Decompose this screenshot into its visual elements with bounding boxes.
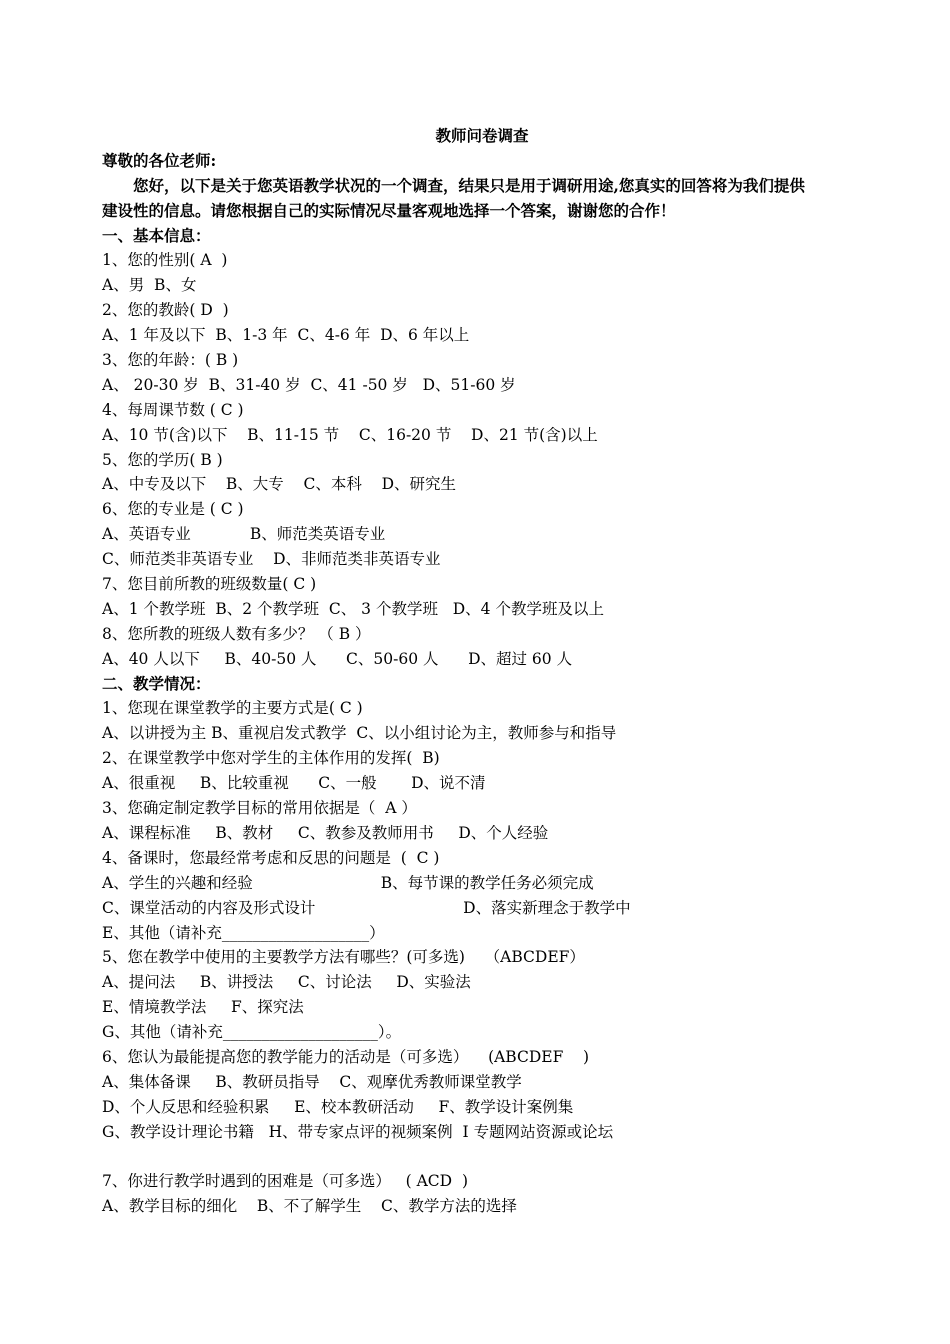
- option-line: A、1 年及以下 B、1-3 年 C、4-6 年 D、6 年以上: [102, 326, 470, 345]
- page-title: 教师问卷调查: [435, 126, 529, 145]
- intro-line: 您好，以下是关于您英语教学状况的一个调查，结果只是用于调研用途,您真实的回答将为我们提供: [133, 175, 805, 195]
- intro-line: 建设性的信息。请您根据自己的实际情况尽量客观地选择一个答案，谢谢您的合作！: [102, 200, 676, 220]
- option-line: A、男 B、女: [102, 276, 197, 295]
- question-line: 5、您的学历( B ): [102, 450, 223, 469]
- option-line: G、其他（请补充____________________）。: [102, 1023, 402, 1042]
- question-line: 5、您在教学中使用的主要教学方法有哪些？(可多选) （ABCDEF）: [102, 948, 585, 967]
- option-line: A、教学目标的细化 B、不了解学生 C、教学方法的选择: [102, 1197, 517, 1216]
- questionnaire-body: [102, 124, 862, 1219]
- question-line: 2、您的教龄( D ): [102, 301, 229, 320]
- question-line: 2、在课堂教学中您对学生的主体作用的发挥( B): [102, 749, 440, 768]
- option-line: A、中专及以下 B、大专 C、本科 D、研究生: [102, 475, 456, 494]
- question-line: 4、备课时，您最经常考虑和反思的问题是 ( C ): [102, 848, 440, 867]
- section-heading-basic-info: 一、基本信息：: [102, 225, 211, 245]
- option-line: C、师范类非英语专业 D、非师范类非英语专业: [102, 550, 441, 569]
- section-heading-teaching: 二、教学情况：: [102, 673, 211, 693]
- option-line: A、学生的兴趣和经验 B、每节课的教学任务必须完成: [102, 873, 594, 892]
- option-line: A、10 节(含)以下 B、11-15 节 C、16-20 节 D、21 节(含)以上: [102, 425, 598, 444]
- question-line: 7、您目前所教的班级数量( C ): [102, 575, 317, 594]
- question-line: 6、您的专业是 ( C ): [102, 500, 244, 519]
- question-line: 1、您的性别( A ): [102, 251, 228, 270]
- option-line: D、个人反思和经验积累 E、校本教研活动 F、教学设计案例集: [102, 1097, 574, 1116]
- option-line: G、教学设计理论书籍 H、带专家点评的视频案例 I 专题网站资源或论坛: [102, 1122, 614, 1141]
- question-line: 6、您认为最能提高您的教学能力的活动是（可多选） (ABCDEF ): [102, 1047, 590, 1066]
- question-line: 3、您确定制定教学目标的常用依据是（ A ）: [102, 799, 417, 818]
- question-line: 1、您现在课堂教学的主要方式是( C ): [102, 699, 363, 718]
- question-line: 4、每周课节数 ( C ): [102, 400, 244, 419]
- option-line: E、情境教学法 F、探究法: [102, 998, 304, 1017]
- question-line: 3、您的年龄：( B ): [102, 351, 239, 370]
- question-line: 8、您所教的班级人数有多少？ （ B ）: [102, 624, 371, 643]
- option-line: A、课程标准 B、教材 C、教参及教师用书 D、个人经验: [102, 823, 549, 842]
- option-line: A、40 人以下 B、40-50 人 C、50-60 人 D、超过 60 人: [102, 649, 573, 668]
- option-line: A、英语专业 B、师范类英语专业: [102, 525, 386, 544]
- question-line: 7、你进行教学时遇到的困难是（可多选） ( ACD ): [102, 1172, 468, 1191]
- blank-line: [102, 1145, 862, 1170]
- option-line: E、其他（请补充___________________）: [102, 923, 385, 942]
- greeting: 尊敬的各位老师:: [102, 150, 217, 170]
- option-line: A、1 个教学班 B、2 个教学班 C、 3 个教学班 D、4 个教学班及以上: [102, 599, 604, 618]
- option-line: A、集体备课 B、教研员指导 C、观摩优秀教师课堂教学: [102, 1072, 522, 1091]
- option-line: A、很重视 B、比较重视 C、一般 D、说不清: [102, 774, 486, 793]
- option-line: A、提问法 B、讲授法 C、讨论法 D、实验法: [102, 973, 471, 992]
- option-line: A、以讲授为主 B、重视启发式教学 C、以小组讨论为主，教师参与和指导: [102, 724, 617, 743]
- option-line: C、课堂活动的内容及形式设计 D、落实新理念于教学中: [102, 898, 631, 917]
- option-line: A、 20-30 岁 B、31-40 岁 C、41 -50 岁 D、51-60 岁: [102, 375, 516, 394]
